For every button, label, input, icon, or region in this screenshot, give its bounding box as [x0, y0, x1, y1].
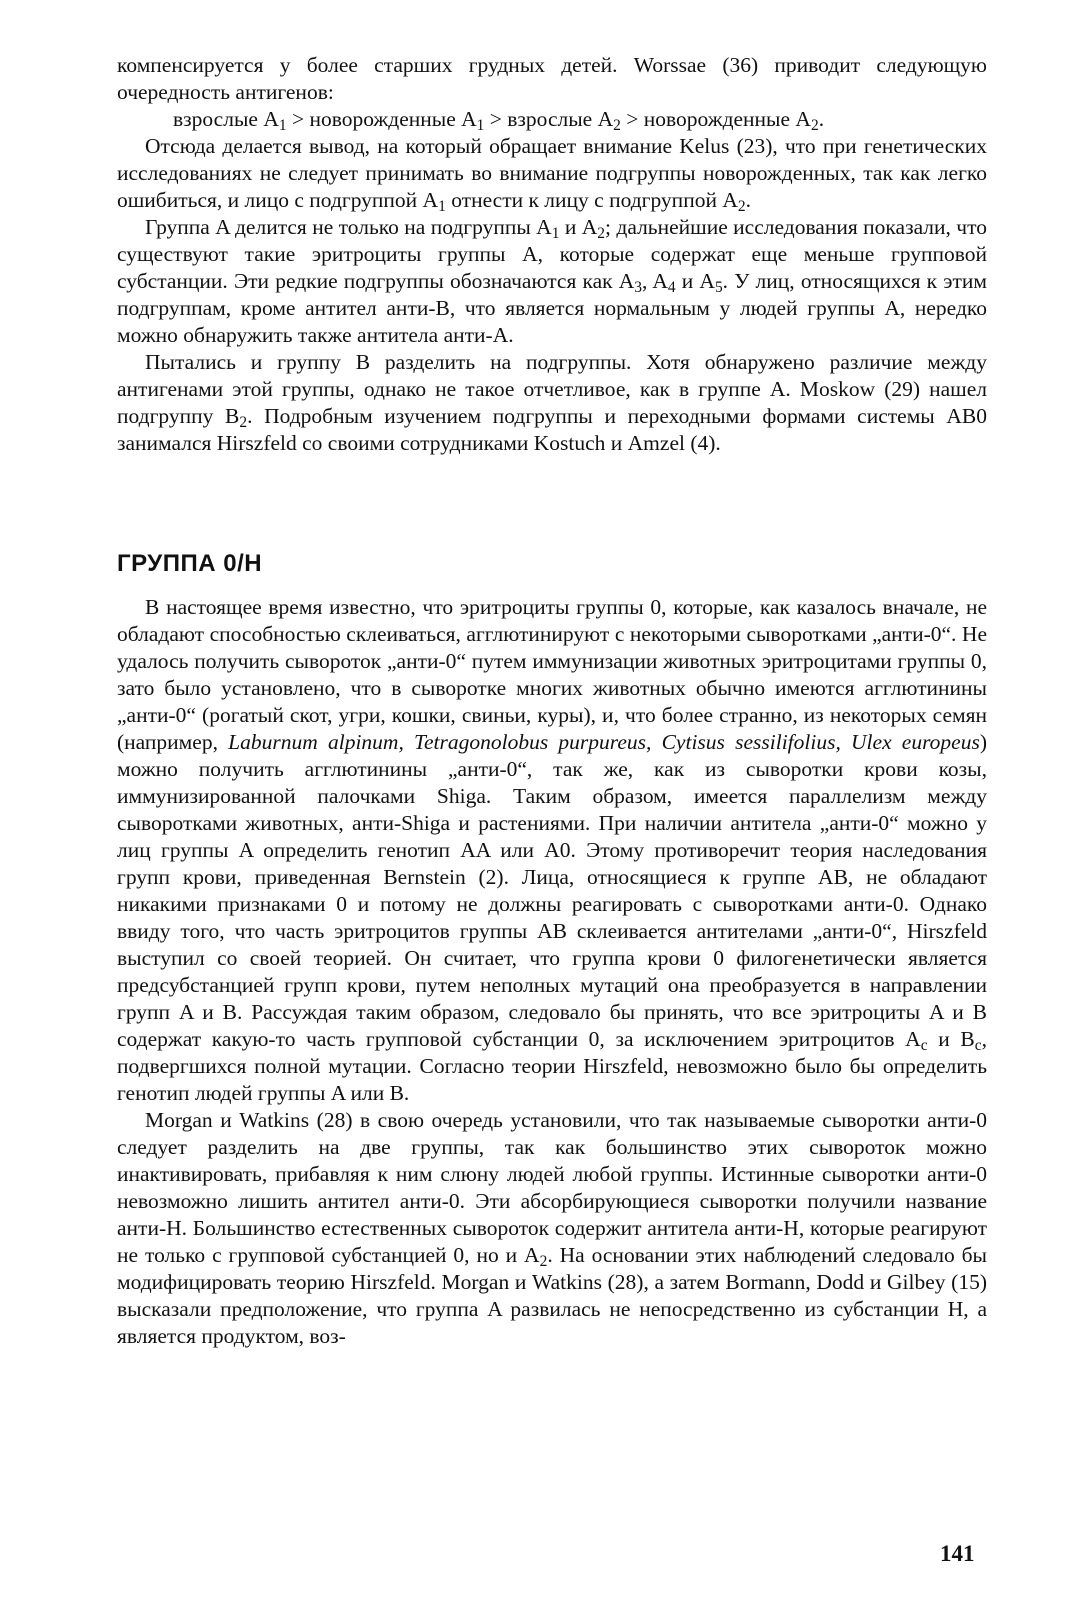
- paragraph-kelus: Отсюда делается вывод, на который обращает внимание Kelus (23), что при генетических исследованиях не следует принимать во внимание подгруппы новорожденных, так как легко ошибиться, и лицо с подгруппой $A_1$ отнести к лицу с подгруппой $A_2$.: [117, 134, 987, 215]
- paragraph-continuation: компенсируется у более старших грудных детей. Worssae (36) приводит следующую очередность антигенов:: [117, 53, 987, 104]
- text-section-group-0h: [117, 594, 987, 1350]
- paragraph-morgan-watkins: Morgan и Watkins (28) в свою очередь установили, что так называемые сыворотки анти-0 следует разделить на две группы, так как большинство этих сывороток можно инактивировать, прибавляя к ним слюну людей любой группы. Истинные сыворотки анти-0 невозможно лишить антител анти-0. Эти абсорбирующиеся сыворотки получили название анти-H. Большинство естественных сывороток содержит антитела анти-H, которые реагируют не только с групповой субстанцией 0, но и $A_2$. На основании этих наблюдений следовало бы модифицировать теорию Hirszfeld. Morgan и Watkins (28), а затем Bormann, Dodd и Gilbey (15) высказали предположение, что группа A развилась не непосредственно из субстанции H, а является продуктом, воз-: [117, 1108, 987, 1348]
- paragraph-group-b-subgroups: Пытались и группу B разделить на подгруппы. Хотя обнаружено различие между антигенами этой группы, однако не такое отчетливое, как в группе A. Moskow (29) нашел подгруппу $B_2$. Подробным изучением подгруппы и переходными формами системы AB0 занимался Hirszfeld со своими сотрудниками Kostuch и Amzel (4).: [117, 350, 987, 455]
- text-section-top: [117, 52, 987, 457]
- antigen-order-formula: взрослые $A_1$ > новорожденные $A_1$ > взрослые $A_2$ > новорожденные $A_2$.: [173, 107, 825, 134]
- page-number: 141: [940, 1541, 975, 1566]
- paragraph-anti-0: В настоящее время известно, что эритроциты группы 0, которые, как казалось вначале, не обладают способностью склеиваться, агглютинируют с некоторыми сыворотками „анти-0“. Не удалось получить сывороток „анти-0“ путем иммунизации животных эритроцитами группы 0, зато было установлено, что в сыворотке многих животных обычно имеются агглютинины „анти-0“ (рогатый скот, угри, кошки, свиньи, куры), и, что более странно, из некоторых семян (например, Laburnum alpinum, Tetragonolobus purpureus, Cytisus sessilifolius, Ulex europeus) можно получить агглютинины „анти-0“, так же, как из сыворотки крови козы, иммунизированной палочками Shiga. Таким образом, имеется параллелизм между сыворотками животных, анти-Shiga и растениями. При наличии антитела „анти-0“ можно у лиц группы A определить генотип AA или A0. Этому противоречит теория наследования групп крови, приведенная Bernstein (2). Лица, относящиеся к группе AB, не обладают никакими признаками 0 и потому не должны реагировать с сыворотками анти-0. Однако ввиду того, что часть эритроцитов группы AB склеивается антителами „анти-0“, Hirszfeld выступил со своей теорией. Он считает, что группа крови 0 филогенетически является предсубстанцией групп крови, путем неполных мутаций она преобразуется в направлении групп A и B. Рассуждая таким образом, следовало бы принять, что все эритроциты A и B содержат какую-то часть групповой субстанции 0, за исключением эритроцитов $A_c$ и $B_c$, подвергшихся полной мутации. Согласно теории Hirszfeld, невозможно было бы определить генотип людей группы A или B.: [117, 595, 987, 1105]
- section-heading: ГРУППА 0/H: [117, 550, 263, 577]
- paragraph-group-a-subgroups: Группа A делится не только на подгруппы $A_1$ и $A_2$; дальнейшие исследования показали, что существуют такие эритроциты группы A, которые содержат еще меньше групповой субстанции. Эти редкие подгруппы обозначаются как $A_3$, $A_4$ и $A_5$. У лиц, относящихся к этим подгруппам, кроме антител анти-B, что является нормальным у людей группы A, нередко можно обнаружить также антитела анти-A.: [117, 215, 987, 347]
